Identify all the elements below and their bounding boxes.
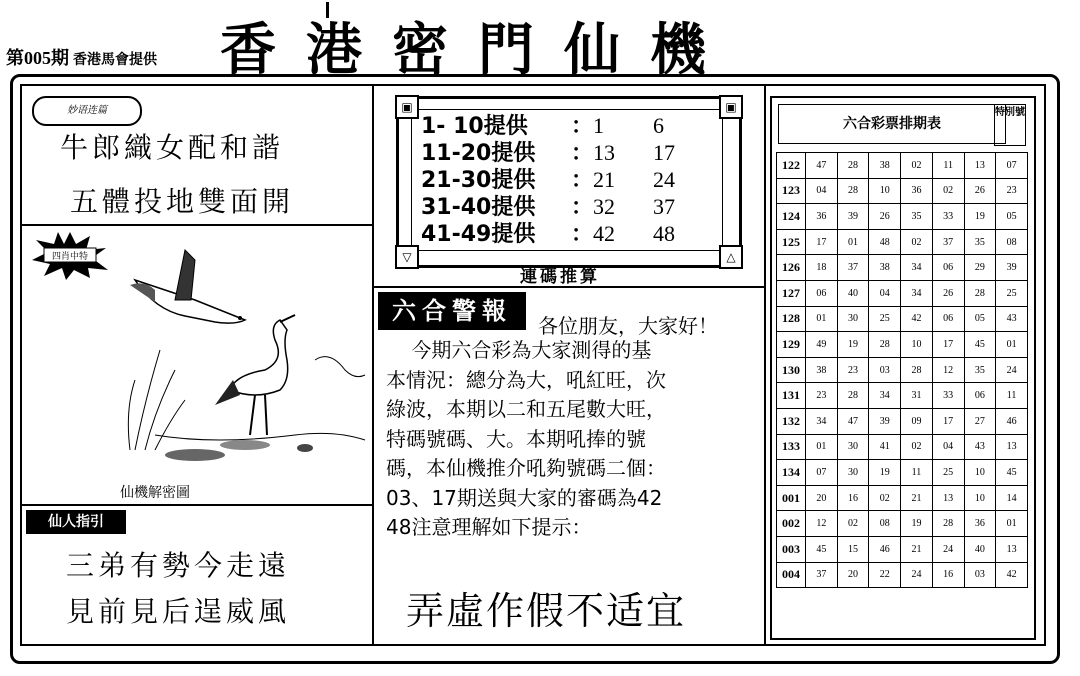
number-cell: 45: [996, 460, 1028, 486]
number-cell: 46: [996, 408, 1028, 434]
number-cell: 06: [806, 280, 838, 306]
range-subtitle: 連碼推算: [520, 267, 600, 287]
table-row: [777, 562, 1028, 588]
table-row: [777, 204, 1028, 230]
corner-ornament-icon: △: [719, 245, 743, 269]
number-cell: 25: [932, 460, 964, 486]
draw-schedule-panel: [770, 96, 1036, 640]
range-row: [421, 221, 693, 248]
table-title: 六合彩票排期表: [778, 104, 1006, 144]
number-cell: 39: [996, 255, 1028, 281]
corner-ornament-icon: ▣: [719, 95, 743, 119]
number-cell: 29: [964, 255, 996, 281]
number-cell: 19: [901, 511, 933, 537]
number-cell: 34: [901, 280, 933, 306]
number-cell: 09: [901, 408, 933, 434]
number-cell: 34: [869, 383, 901, 409]
poem-line-3: 三弟有勢今走遠: [66, 549, 291, 582]
number-cell: 08: [869, 511, 901, 537]
issue-cell: 131: [777, 383, 806, 409]
number-cell: 25: [869, 306, 901, 332]
number-cell: 28: [837, 383, 869, 409]
table-row: [777, 306, 1028, 332]
number-cell: 33: [932, 383, 964, 409]
number-cell: 02: [837, 511, 869, 537]
corner-ornament-icon: ▽: [395, 245, 419, 269]
table-row: [777, 153, 1028, 179]
body-line: 本情況：總分為大，吼紅旺，次: [386, 367, 666, 392]
table-row: [777, 229, 1028, 255]
number-cell: 19: [869, 460, 901, 486]
range-row: [421, 140, 693, 167]
body-line: 碼，本仙機推介吼夠號碼二個：: [386, 456, 666, 480]
number-cell: 05: [996, 204, 1028, 230]
column-divider-left: [372, 86, 374, 644]
number-cell: 05: [964, 306, 996, 332]
number-cell: 07: [806, 460, 838, 486]
left-divider-2: [22, 504, 372, 506]
number-cell: 17: [932, 332, 964, 358]
number-cell: 39: [869, 408, 901, 434]
number-cell: 28: [869, 332, 901, 358]
issue-cell: 003: [777, 536, 806, 562]
table-row: [777, 280, 1028, 306]
issue-label: [6, 44, 157, 70]
table-row: [777, 485, 1028, 511]
range-label: 21-30提供: [421, 168, 536, 193]
number-cell: 28: [932, 511, 964, 537]
number-cell: 01: [806, 434, 838, 460]
issue-suffix: 期: [51, 48, 69, 69]
issue-cell: 130: [777, 357, 806, 383]
starburst-icon: [30, 230, 110, 280]
column-divider-right: [764, 86, 766, 644]
number-cell: 23: [806, 383, 838, 409]
number-cell: 01: [837, 229, 869, 255]
range-label: 11-20提供: [421, 141, 536, 166]
illustration-caption: 仙機解密圖: [120, 485, 190, 501]
number-cell: 02: [901, 434, 933, 460]
number-cell: 13: [996, 434, 1028, 460]
starburst-label: 四肖中特: [51, 252, 89, 262]
badge: 妙语连篇: [32, 96, 142, 126]
number-cell: 16: [932, 562, 964, 588]
number-cell: 24: [996, 357, 1028, 383]
number-cell: 17: [932, 408, 964, 434]
number-cell: 28: [964, 280, 996, 306]
number-cell: 42: [996, 562, 1028, 588]
number-cell: 21: [901, 536, 933, 562]
number-cell: 41: [869, 434, 901, 460]
number-cell: 07: [996, 153, 1028, 179]
number-cell: 19: [837, 332, 869, 358]
issue-cell: 126: [777, 255, 806, 281]
number-cell: 14: [996, 485, 1028, 511]
number-cell: 30: [837, 434, 869, 460]
issue-number: 005: [24, 48, 51, 68]
corner-ornament-icon: ▣: [395, 95, 419, 119]
number-cell: 10: [901, 332, 933, 358]
range-sep: ：: [571, 195, 594, 220]
number-cell: 12: [932, 357, 964, 383]
range-value: 17: [653, 140, 676, 165]
number-cell: 38: [869, 255, 901, 281]
range-sep: ：: [571, 168, 594, 193]
table-row: [777, 408, 1028, 434]
range-row: [421, 194, 693, 221]
number-cell: 13: [932, 485, 964, 511]
body-line: 03、17期送與大家的審碼為42: [386, 485, 663, 510]
issue-cell: 129: [777, 332, 806, 358]
body-line: 今期六合彩為大家測得的基: [386, 338, 652, 362]
body-line: 48注意理解如下提示：: [386, 515, 592, 539]
number-cell: 49: [806, 332, 838, 358]
range-value: 1: [593, 113, 605, 138]
number-cell: 45: [964, 332, 996, 358]
number-cell: 06: [932, 255, 964, 281]
number-cell: 01: [996, 332, 1028, 358]
table-side-label: 特別號: [994, 104, 1026, 146]
number-cell: 15: [837, 536, 869, 562]
number-cell: 28: [901, 357, 933, 383]
range-sep: ：: [571, 141, 594, 166]
poem-line-1: 牛郎織女配和諧: [60, 131, 285, 164]
range-value: 48: [653, 221, 676, 246]
number-cell: 18: [806, 255, 838, 281]
number-cell: 20: [837, 562, 869, 588]
number-cell: 30: [837, 460, 869, 486]
number-cell: 06: [964, 383, 996, 409]
range-label: 1- 10提供: [421, 114, 528, 139]
issue-cell: 001: [777, 485, 806, 511]
table-row: [777, 178, 1028, 204]
body-text: [386, 336, 756, 543]
left-divider-1: [22, 224, 372, 226]
number-cell: 43: [996, 306, 1028, 332]
range-sep: ：: [571, 114, 594, 139]
number-cell: 36: [806, 204, 838, 230]
number-cell: 35: [964, 357, 996, 383]
number-cell: 19: [964, 204, 996, 230]
number-cell: 46: [869, 536, 901, 562]
issue-cell: 123: [777, 178, 806, 204]
number-cell: 27: [964, 408, 996, 434]
number-cell: 37: [837, 255, 869, 281]
alert-label: 六合警報: [378, 292, 526, 330]
number-cell: 31: [901, 383, 933, 409]
slogan: 弄虛作假不适宜: [406, 589, 687, 633]
number-cell: 24: [901, 562, 933, 588]
number-cell: 03: [964, 562, 996, 588]
crane-illustration: [115, 230, 370, 470]
issue-cell: 122: [777, 153, 806, 179]
number-cell: 04: [806, 178, 838, 204]
issue-cell: 002: [777, 511, 806, 537]
poem-line-4: 見前見后逞威風: [66, 595, 291, 628]
range-row: [421, 167, 693, 194]
issue-prefix: 第: [6, 48, 24, 69]
number-cell: 25: [996, 280, 1028, 306]
range-label: 41-49提供: [421, 222, 536, 247]
table-row: [777, 357, 1028, 383]
number-cell: 47: [806, 153, 838, 179]
range-list: [421, 113, 693, 248]
number-cell: 11: [901, 460, 933, 486]
number-cell: 34: [901, 255, 933, 281]
table-row: [777, 460, 1028, 486]
page-title: 香港密門仙機: [220, 18, 736, 83]
number-cell: 02: [869, 485, 901, 511]
issue-cell: 124: [777, 204, 806, 230]
range-value: 32: [593, 194, 616, 219]
number-cell: 36: [901, 178, 933, 204]
number-cell: 13: [964, 153, 996, 179]
range-label: 31-40提供: [421, 195, 536, 220]
body-line: 特碼號碼、大。本期吼捧的號: [386, 426, 646, 451]
number-cell: 38: [806, 357, 838, 383]
table-row: [777, 332, 1028, 358]
number-cell: 26: [964, 178, 996, 204]
number-cell: 48: [869, 229, 901, 255]
number-cell: 02: [901, 229, 933, 255]
number-cell: 17: [806, 229, 838, 255]
issue-cell: 125: [777, 229, 806, 255]
issue-cell: 134: [777, 460, 806, 486]
table-row: [777, 536, 1028, 562]
number-cell: 30: [837, 306, 869, 332]
table-row: [777, 434, 1028, 460]
number-cell: 47: [837, 408, 869, 434]
number-cell: 01: [806, 306, 838, 332]
greeting: 各位朋友，大家好！: [538, 314, 718, 338]
number-cell: 10: [869, 178, 901, 204]
number-cell: 45: [806, 536, 838, 562]
number-cell: 23: [837, 357, 869, 383]
number-cell: 39: [837, 204, 869, 230]
number-cell: 36: [964, 511, 996, 537]
range-scroll-box: [396, 96, 742, 268]
number-cell: 04: [932, 434, 964, 460]
range-row: [421, 113, 693, 140]
range-value: 13: [593, 140, 616, 165]
range-value: 37: [653, 194, 676, 219]
number-cell: 28: [837, 178, 869, 204]
number-cell: 34: [806, 408, 838, 434]
table-row: [777, 255, 1028, 281]
number-cell: 12: [806, 511, 838, 537]
issue-cell: 004: [777, 562, 806, 588]
range-value: 6: [653, 113, 665, 138]
poem-line-2: 五體投地雙面開: [70, 185, 295, 218]
number-cell: 06: [932, 306, 964, 332]
number-cell: 04: [869, 280, 901, 306]
number-cell: 10: [964, 485, 996, 511]
number-cell: 43: [964, 434, 996, 460]
number-cell: 35: [901, 204, 933, 230]
range-value: 42: [593, 221, 616, 246]
number-cell: 11: [996, 383, 1028, 409]
number-cell: 40: [837, 280, 869, 306]
provider-text: 香港馬會提供: [73, 52, 157, 68]
issue-cell: 127: [777, 280, 806, 306]
number-cell: 28: [837, 153, 869, 179]
number-cell: 23: [996, 178, 1028, 204]
section-label: 仙人指引: [26, 510, 126, 534]
number-cell: 20: [806, 485, 838, 511]
range-value: 24: [653, 167, 676, 192]
number-cell: 03: [869, 357, 901, 383]
issue-cell: 128: [777, 306, 806, 332]
number-cell: 26: [869, 204, 901, 230]
number-cell: 13: [996, 536, 1028, 562]
number-cell: 26: [932, 280, 964, 306]
number-cell: 16: [837, 485, 869, 511]
number-cell: 08: [996, 229, 1028, 255]
number-cell: 37: [932, 229, 964, 255]
number-cell: 02: [901, 153, 933, 179]
body-line: 綠波，本期以二和五尾數大旺，: [386, 397, 666, 421]
number-cell: 10: [964, 460, 996, 486]
number-cell: 33: [932, 204, 964, 230]
number-cell: 21: [901, 485, 933, 511]
number-cell: 37: [806, 562, 838, 588]
number-cell: 38: [869, 153, 901, 179]
issue-cell: 133: [777, 434, 806, 460]
number-cell: 35: [964, 229, 996, 255]
draw-table: [776, 152, 1028, 588]
issue-cell: 132: [777, 408, 806, 434]
table-row: [777, 383, 1028, 409]
number-cell: 42: [901, 306, 933, 332]
range-value: 21: [593, 167, 616, 192]
number-cell: 24: [932, 536, 964, 562]
number-cell: 22: [869, 562, 901, 588]
number-cell: 01: [996, 511, 1028, 537]
range-sep: ：: [571, 222, 594, 247]
number-cell: 40: [964, 536, 996, 562]
number-cell: 11: [932, 153, 964, 179]
number-cell: 02: [932, 178, 964, 204]
table-row: [777, 511, 1028, 537]
